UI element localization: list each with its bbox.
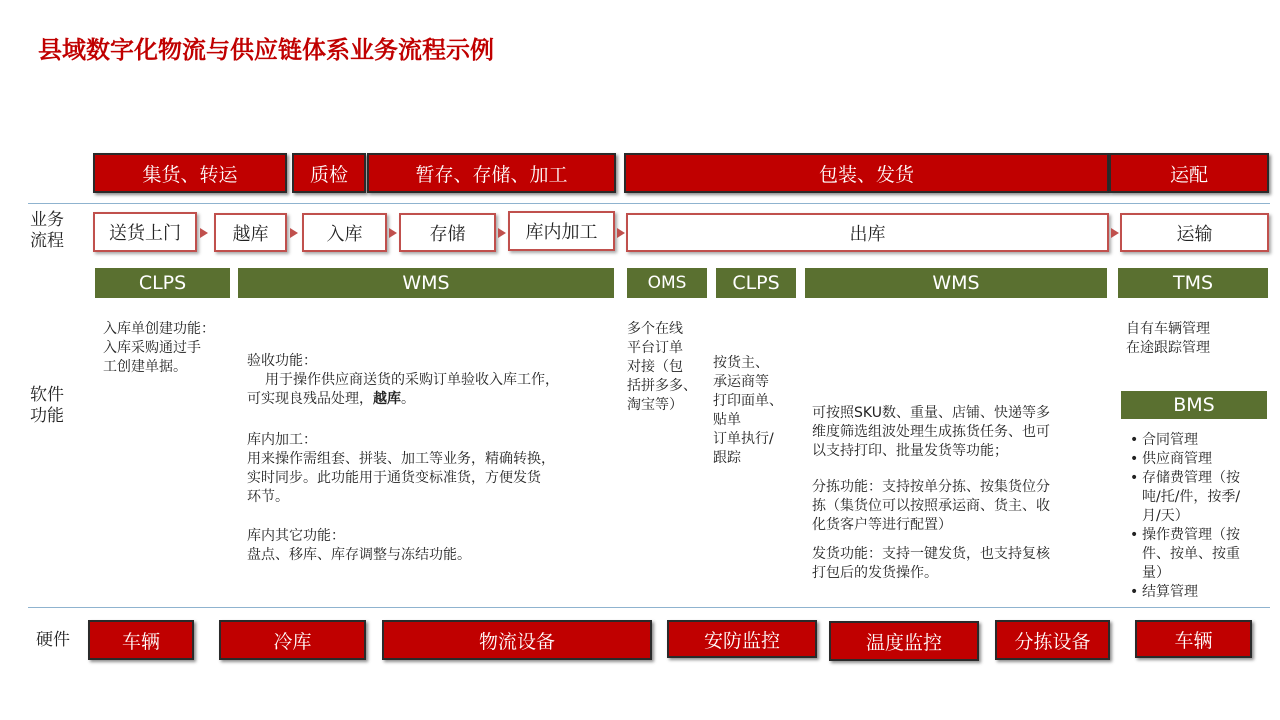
hardware-sorting-equipment: 分拣设备 — [995, 620, 1110, 660]
hardware-temperature-monitoring: 温度监控 — [829, 621, 979, 661]
list-item: • 结算管理 — [1126, 583, 1266, 602]
hardware-security-monitoring: 安防监控 — [667, 620, 817, 658]
phase-quality-check: 质检 — [292, 153, 366, 193]
flow-step-outbound: 出库 — [626, 213, 1109, 252]
text-tms-functions: 自有车辆管理 在途跟踪管理 — [1126, 321, 1210, 356]
arrow-icon — [1111, 228, 1119, 238]
list-item: • 合同管理 — [1126, 431, 1266, 450]
phase-distribution: 运配 — [1109, 153, 1269, 193]
text-wms-other: 库内其它功能： 盘点、移库、库存调整与冻结功能。 — [247, 528, 471, 563]
phase-collect-transfer: 集货、转运 — [93, 153, 287, 193]
hardware-vehicle: 车辆 — [88, 620, 194, 660]
system-oms: OMS — [627, 268, 707, 298]
list-item: • 存储费管理（按 吨/托/件，按季/ 月/天） — [1126, 469, 1266, 526]
text-wms-shipping: 发货功能：支持一键发货，也支持复核 打包后的发货操作。 — [812, 546, 1050, 581]
system-clps-inbound: CLPS — [95, 268, 230, 298]
hardware-logistics-equipment: 物流设备 — [382, 620, 652, 660]
phase-storage-processing: 暂存、存储、加工 — [367, 153, 616, 193]
bms-function-list — [1126, 431, 1266, 602]
flow-step-transport: 运输 — [1120, 213, 1269, 252]
text-cross-dock-bold: 越库 — [373, 391, 401, 407]
system-tms: TMS — [1118, 268, 1268, 298]
system-clps-outbound: CLPS — [716, 268, 796, 298]
phase-packing-shipping: 包装、发货 — [624, 153, 1109, 193]
flow-step-cross-dock: 越库 — [214, 213, 287, 252]
flow-step-delivery: 送货上门 — [93, 212, 197, 252]
text-wms-wave: 可按照SKU数、重量、店铺、快递等多 维度筛选组波处理生成拣货任务、也可 以支持打印、批量发货等功能； — [812, 405, 1050, 459]
list-item: • 操作费管理（按 件、按单、按重 量） — [1126, 526, 1266, 583]
divider-bottom — [28, 607, 1270, 608]
text-wms-sorting: 分拣功能：支持按单分拣、按集货位分 拣（集货位可以按照承运商、货主、收 化货客户等进行配置） — [812, 479, 1050, 533]
text-wms-processing: 库内加工： 用来操作需组套、拼装、加工等业务，精确转换， 实时同步。此功能用于通货变标准货，方便发货 环节。 — [247, 432, 555, 505]
flow-step-inbound: 入库 — [302, 213, 387, 252]
page-title: 县域数字化物流与供应链体系业务流程示例 — [38, 36, 494, 64]
text-clps-label-printing: 按货主、 承运商等 打印面单、 贴单 订单执行/ 跟踪 — [713, 355, 783, 466]
system-bms: BMS — [1121, 391, 1267, 419]
flow-step-storage: 存储 — [399, 213, 496, 252]
text-wms-inspection — [247, 352, 607, 409]
text-inspection-title: 验收功能： — [247, 353, 317, 369]
hardware-cold-storage: 冷库 — [219, 620, 366, 660]
system-wms-inbound: WMS — [238, 268, 614, 298]
arrow-icon — [617, 228, 625, 238]
text-oms-integration: 多个在线 平台订单 对接（包 括拼多多、 淘宝等） — [627, 321, 697, 413]
row-label-hardware: 硬件 — [36, 630, 70, 650]
text-inspection-end: 。 — [401, 391, 415, 407]
divider-top — [28, 203, 1270, 204]
arrow-icon — [389, 228, 397, 238]
flow-step-processing: 库内加工 — [508, 211, 615, 251]
arrow-icon — [498, 228, 506, 238]
list-item: • 供应商管理 — [1126, 450, 1266, 469]
text-clps-inbound-order: 入库单创建功能： 入库采购通过手 工创建单据。 — [103, 321, 215, 375]
arrow-icon — [200, 228, 208, 238]
arrow-icon — [290, 228, 298, 238]
text-inspection-body: 用于操作供应商送货的采购订单验收入库工作， 可实现良残品处理， — [247, 372, 559, 407]
row-label-business-process: 业务 流程 — [30, 210, 64, 251]
hardware-vehicle-delivery: 车辆 — [1135, 620, 1252, 658]
system-wms-outbound: WMS — [805, 268, 1107, 298]
row-label-software-functions: 软件 功能 — [30, 385, 64, 426]
